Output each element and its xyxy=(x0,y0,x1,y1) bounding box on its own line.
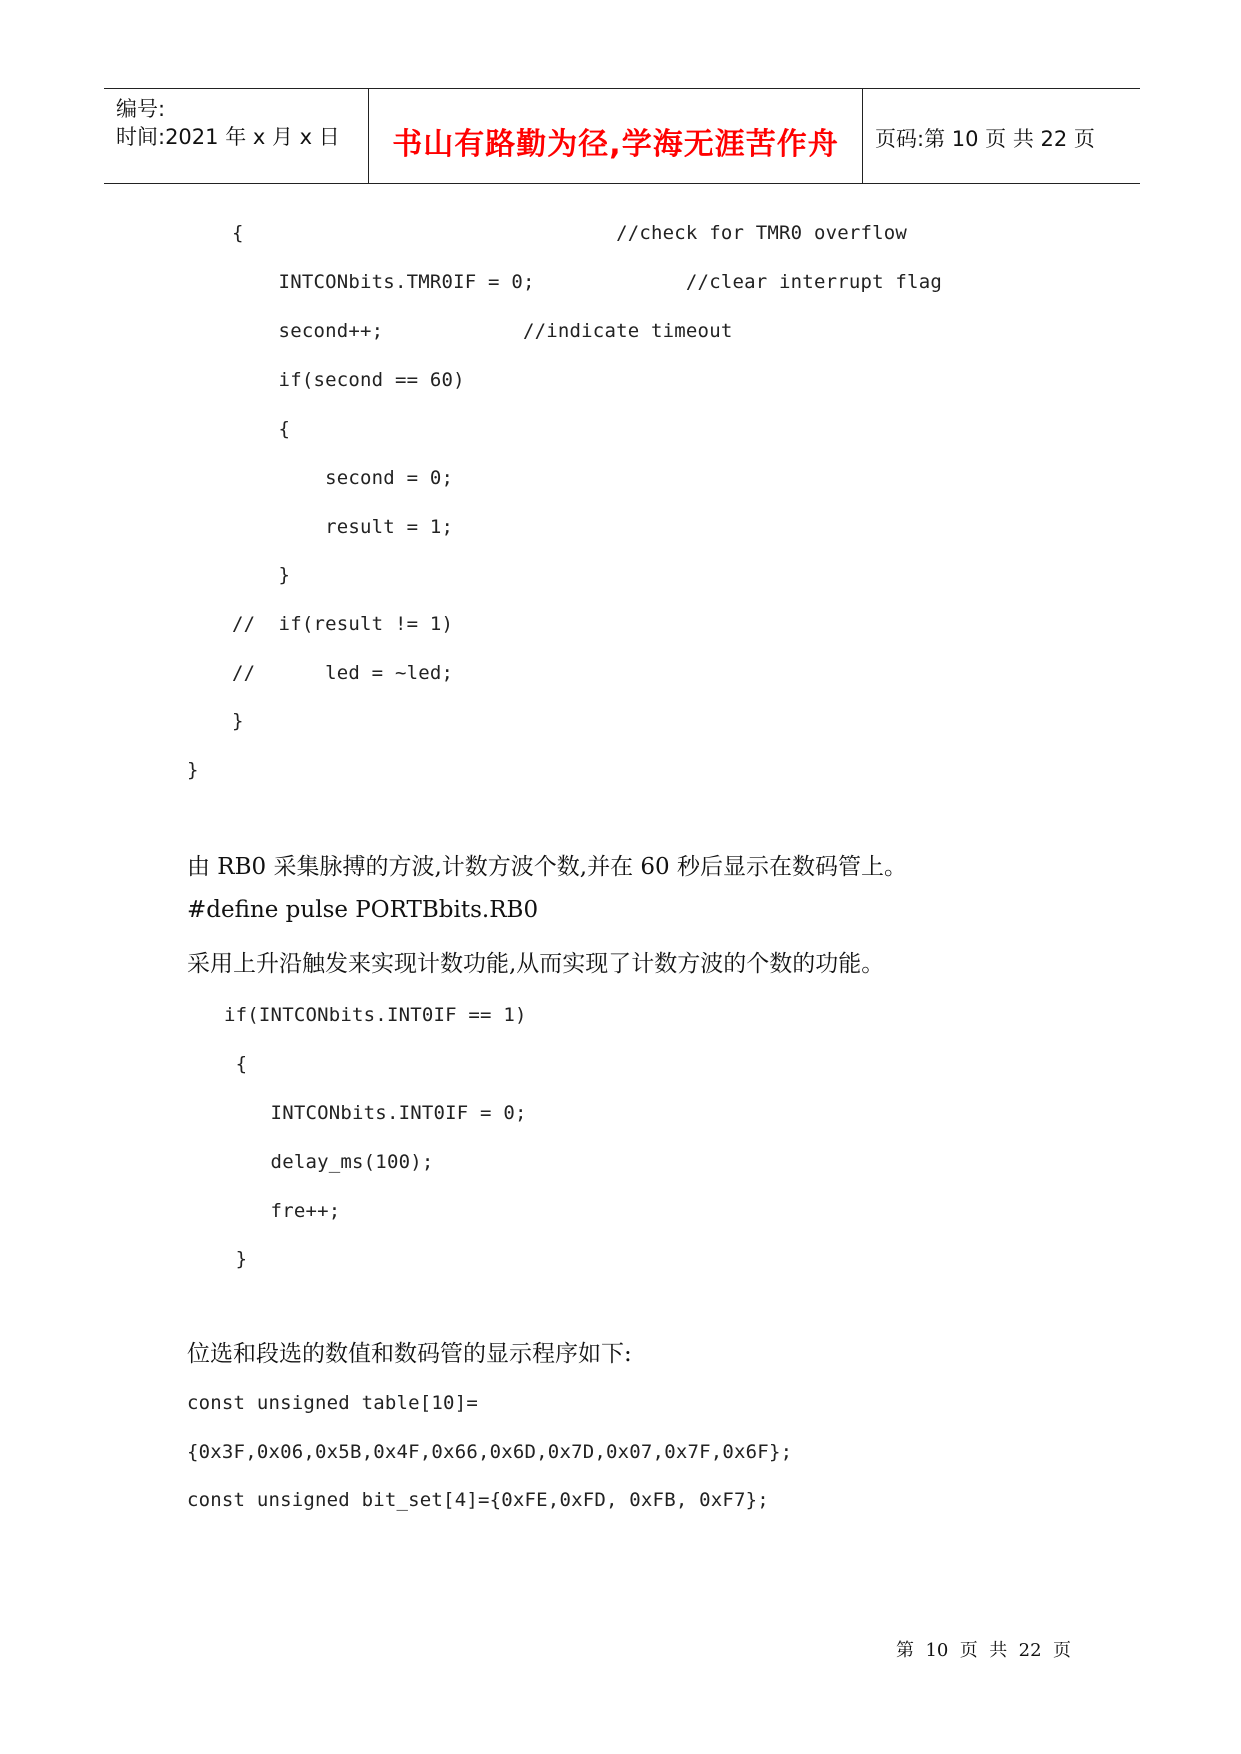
document-number-label: 编号: xyxy=(116,97,166,121)
header-motto-cell xyxy=(369,89,863,183)
page-header xyxy=(104,88,1140,184)
paragraph: 采用上升沿触发来实现计数功能,从而实现了计数方波的个数的功能。 xyxy=(187,951,885,977)
paragraph: 由 RB0 采集脉搏的方波,计数方波个数,并在 60 秒后显示在数码管上。 xyxy=(187,854,907,880)
code-line: result = 1; xyxy=(232,516,454,538)
code-line: fre++; xyxy=(224,1200,341,1222)
code-line: { xyxy=(224,1053,248,1075)
code-line: // led = ~led; xyxy=(232,662,454,684)
code-line: } xyxy=(224,1248,248,1270)
code-line: if(second == 60) xyxy=(232,369,465,391)
paragraph: #define pulse PORTBbits.RB0 xyxy=(187,897,539,923)
code-line: { xyxy=(232,418,291,440)
code-line: {0x3F,0x06,0x5B,0x4F,0x66,0x6D,0x7D,0x07,0x7F,0x6F}; xyxy=(187,1441,793,1463)
header-page-info: 页码:第 10 页 共 22 页 xyxy=(875,127,1095,151)
code-line: } xyxy=(232,564,291,586)
code-line: // if(result != 1) xyxy=(232,613,454,635)
code-line: if(INTCONbits.INT0IF == 1) xyxy=(224,1004,527,1026)
code-line: INTCONbits.INT0IF = 0; xyxy=(224,1102,527,1124)
header-meta-cell xyxy=(104,89,369,183)
code-line: second = 0; xyxy=(232,467,454,489)
code-line: second++; //indicate timeout xyxy=(232,320,733,342)
footer-page-number: 第 10 页 共 22 页 xyxy=(896,1640,1072,1661)
code-line: const unsigned table[10]= xyxy=(187,1392,478,1414)
code-line: } xyxy=(232,710,244,732)
document-date-label: 时间:2021 年 x 月 x 日 xyxy=(116,125,340,149)
code-line: { //check for TMR0 overflow xyxy=(232,222,908,244)
header-page-cell xyxy=(863,89,1140,183)
code-line: const unsigned bit_set[4]={0xFE,0xFD, 0xFB, 0xF7}; xyxy=(187,1489,769,1511)
code-line: delay_ms(100); xyxy=(224,1151,434,1173)
code-line: INTCONbits.TMR0IF = 0; //clear interrupt flag xyxy=(232,271,942,293)
code-line: } xyxy=(187,759,199,781)
paragraph: 位选和段选的数值和数码管的显示程序如下: xyxy=(187,1341,632,1367)
header-motto: 书山有路勤为径,学海无涯苦作舟 xyxy=(392,127,839,162)
